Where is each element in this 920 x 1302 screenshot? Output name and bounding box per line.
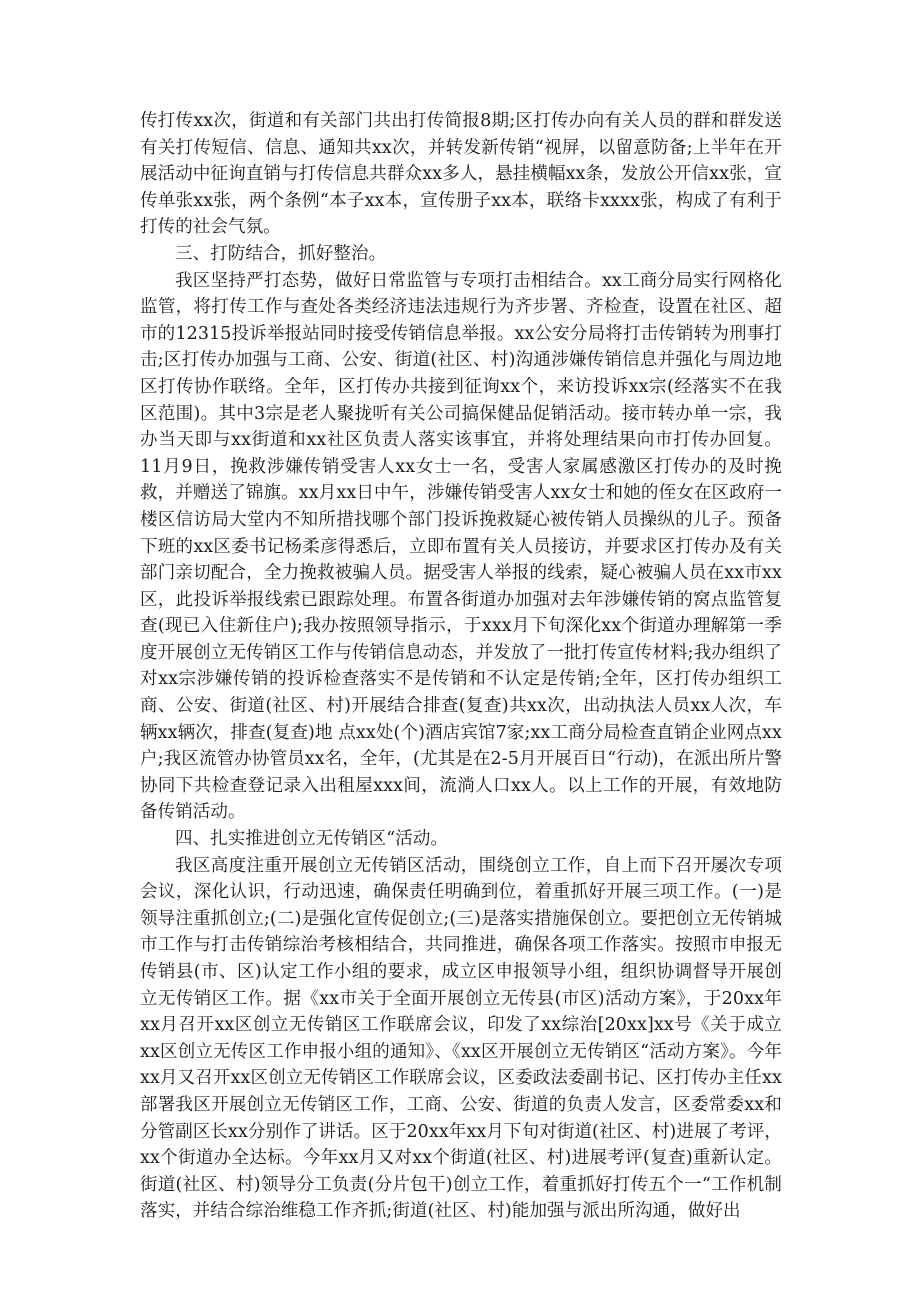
paragraph-continuation: 传打传xx次，街道和有关部门共出打传简报8期;区打传办向有关人员的群和群发送有关打传短信、信息、通知共xx次，并转发新传销“视屏，以留意防备;上半年在开展活动中征询直销与打传信息共群众xx多人，悬挂横幅xx条，发放公开信xx张，宣传单张xx张，两个条例“本子xx本，宣传册子xx本，联络卡xxxx张，构成了有利于打传的社会气氛。 xyxy=(140,111,782,238)
paragraph-section-four: 我区高度注重开展创立无传销区活动，围绕创立工作，自上而下召开屡次专项会议，深化认识，行动迅速，确保责任明确到位，着重抓好开展三项工作。(一)是领导注重抓创立;(二)是强化宣传促创立;(三)是落实措施保创立。要把创立无传销城市工作与打击传销综治考核相结合，共同推进，确保各项工作落实。按照市申报无传销县(市、区)认定工作小组的要求，成立区申报领导小组，组织协调督导开展创立无传销区工作。据《xx市关于全面开展创立无传县(市区)活动方案》，于20xx年xx月召开xx区创立无传销区工作联席会议，印发了xx综治[20xx]xx号《关于成立xx区创立无传区工作申报小组的通知》、《xx区开展创立无传销区“活动方案》。今年xx月又召开xx区创立无传销区工作联席会议，区委政法委副书记、区打传办主任xx部署我区开展创立无传销区工作，工商、公安、街道的负责人发言，区委常委xx和分管副区长xx分别作了讲话。区于20xx年xx月下旬对街道(社区、村)进展了考评，xx个街道办全达标。今年xx月又对xx个街道(社区、村)进展考评(复查)重新认定。街道(社区、村)领导分工负责(分片包干)创立工作，着重抓好打传五个一“工作机制落实，并结合综治维稳工作齐抓;街道(社区、村)能加强与派出所沟通，做好出 xyxy=(140,855,782,1222)
paragraph-section-three: 我区坚持严打态势，做好日常监管与专项打击相结合。xx工商分局实行网格化监管，将打传工作与查处各类经济违法违规行为齐步署、齐检查，设置在社区、超市的12315投诉举报站同时接受传销信息举报。xx公安分局将打击传销转为刑事打击;区打传办加强与工商、公安、街道(社区、村)沟通涉嫌传销信息并强化与周边地区打传协作联络。全年，区打传办共接到征询xx个，来访投诉xx宗(经落实不在我区范围)。其中3宗是老人聚拢听有关公司搞保健品促销活动。接市转办单一宗，我办当天即与xx街道和xx社区负责人落实该事宜，并将处理结果向市打传办回复。11月9日，挽救涉嫌传销受害人xx女士一名，受害人家属感激区打传办的及时挽救，并赠送了锦旗。xx月xx日中午，涉嫌传销受害人xx女士和她的侄女在区政府一楼区信访局大堂内不知所措找哪个部门投诉挽救疑心被传销人员操纵的儿子。预备下班的xx区委书记杨柔彦得悉后，立即布置有关人员接访，并要求区打传办及有关部门亲切配合，全力挽救被骗人员。据受害人举报的线索，疑心被骗人员在xx市xx区，此投诉举报线索已跟踪处理。布置各街道办加强对去年涉嫌传销的窝点监管复查(现已入住新住户);我办按照领导指示，于xxx月下旬深化xx个街道办理解第一季度开展创立无传销区工作与传销信息动态，并发放了一批打传宣传材料;我办组织了对xx宗涉嫌传销的投诉检查落实不是传销和不认定是传销;全年，区打传办组织工商、公安、街道(社区、村)开展结合排查(复查)共xx次，出动执法人员xx人次，车辆xx辆次，排查(复查)地 点xx处(个)酒店宾馆7家;xx工商分局检查直销企业网点xx户;我区流管办协管员xx名，全年，(尤其是在2-5月开展百日“行动)，在派出所片警协同下共检查登记录入出租屋xxx间，流淌人口xx人。以上工作的开展，有效地防备传销活动。 xyxy=(140,270,782,823)
document-body xyxy=(140,108,782,1225)
section-heading-three: 三、打防结合，抓好整治。 xyxy=(175,243,387,264)
section-heading-four: 四、扎实推进创立无传销区“活动。 xyxy=(175,829,449,850)
